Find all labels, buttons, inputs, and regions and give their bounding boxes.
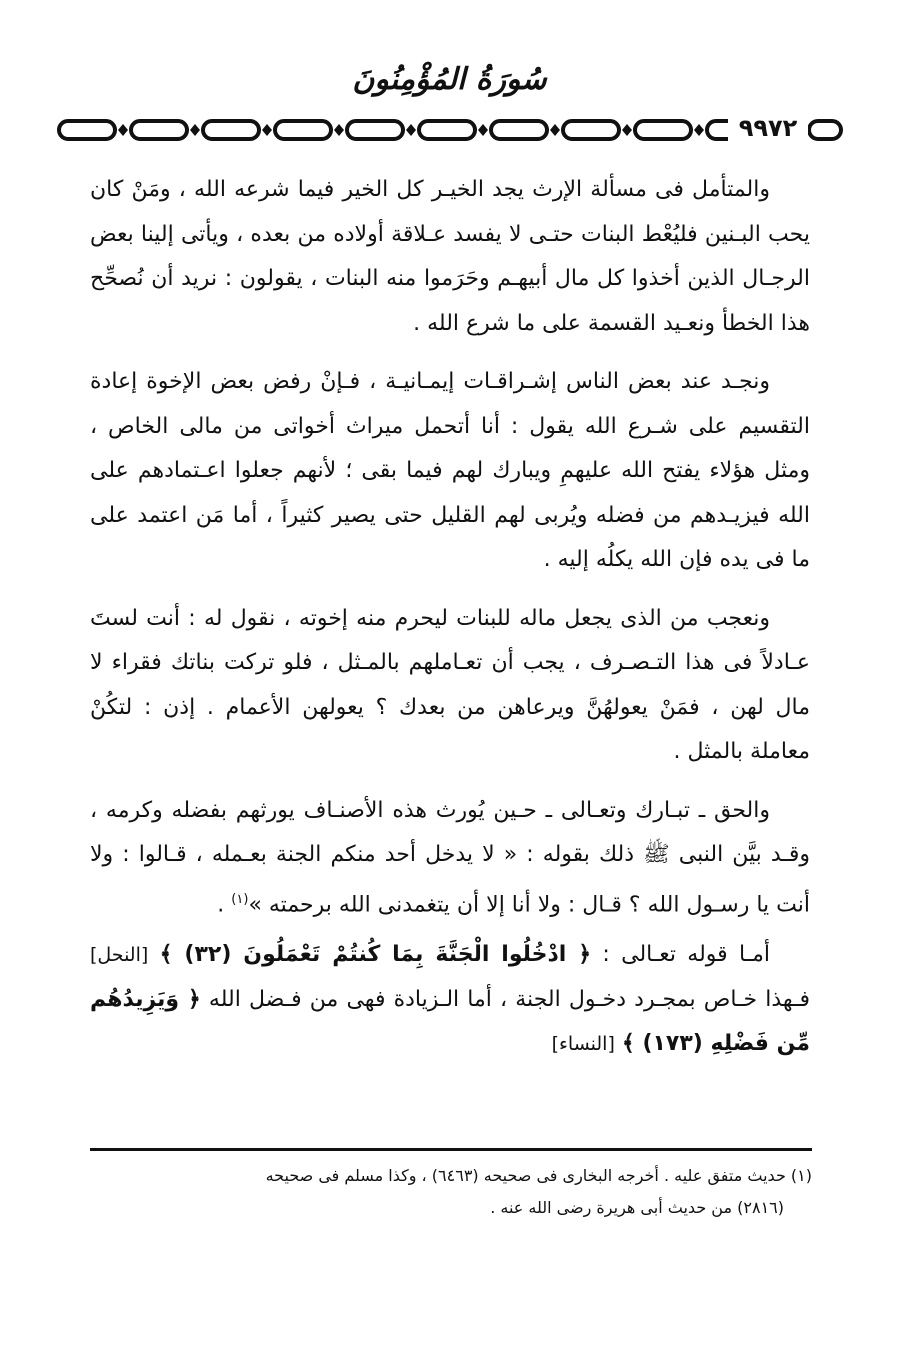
hadith-text: والحق ـ تبـارك وتعـالى ـ حـين يُورث هذه الأصنـاف يورثهم بفضله وكرمه ، وقـد بيَّن النبى ﷺ ذلك بقوله : « لا يدخل أحد منكم الجنة بعـمله ، قـالوا : ولا أنت يا رسـول الله ؟ قـال : ولا أنا إلا أن يتغمدنى الله برحمته » — [90, 797, 810, 917]
footnotes — [90, 1160, 812, 1224]
surah-ref-nisa: [النساء] — [551, 1033, 615, 1056]
surah-title: سُورَةُ المُؤْمِنُونَ — [352, 62, 547, 97]
body-text — [90, 168, 810, 1081]
page-number: ٩٩٧٢ — [728, 113, 808, 143]
quran-verse-nisa: ﴿ وَيَزِيدُهُم مِّن فَضْلِهِ (١٧٣) ﴾ — [90, 986, 810, 1057]
paragraph-daughters: ونعجب من الذى يجعل ماله للبنات ليحرم منه إخوته ، نقول له : أنت لستَ عـادلاً فى هذا التـصـرف ، يجب أن تعـاملهم بالمـثل ، فلو تركت بناتك فقراء لا مال لهن ، فمَنْ يعولهُنَّ ويرعاهن من بعدك ؟ يعولهن الأعمام . إذن : لتكُنْ معاملة بالمثل . — [90, 605, 810, 764]
decorative-header-band — [55, 115, 845, 145]
footnote-divider — [90, 1148, 812, 1151]
paragraph-brothers: ونجـد عند بعض الناس إشـراقـات إيمـانيـة ، فـإنْ رفض بعض الإخوة إعادة التقسيم على شـرع الله يقول : أنا أتحمل ميراث أخواتى من مالى الخاص ، ومثل هؤلاء يفتح الله عليهمِ ويبارك لهم فيما بقى ؛ لأنهم جعلوا اعـتمادهم على الله فيزيـدهم من فضله ويُربى لهم القليل حتى يصير كثيراً ، أما مَن اعتمد على ما فى يده فإن الله يكلُه إليه . — [90, 369, 810, 572]
footnote-1-line-1: (١) حديث متفق عليه . أخرجه البخارى فى صحيحه (٦٤٦٣) ، وكذا مسلم فى صحيحه — [265, 1166, 812, 1185]
paragraph-inheritance: والمتأمل فى مسألة الإرث يجد الخيـر كل الخير فيما شرعه الله ، ومَنْ كان يحب البـنين فليُعْط البنات حتـى لا يفسد عـلاقة أولاده من بعده ، ويأتى إلينا بعض الرجـال الذين أخذوا كل مال أبيهـم وحَرَموا منه البنات ، يقولون : نريد أن نُصحِّح هذا الخطأ ونعـيد القسمة على ما شرع الله . — [90, 177, 810, 336]
ornament-chain-icon — [55, 115, 845, 145]
footnote-1-line-2: (٢٨١٦) من حديث أبى هريرة رضى الله عنه . — [490, 1198, 784, 1217]
footnote-marker: (١) — [231, 891, 249, 907]
quran-verse-nahl: ﴿ ادْخُلُوا الْجَنَّةَ بِمَا كُنتُمْ تَعْمَلُونَ (٣٢) ﴾ — [159, 942, 592, 968]
verses-intro: أمـا قوله تعـالى : — [591, 942, 770, 968]
paragraph-verses — [90, 933, 810, 1067]
paragraph-hadith: والحق ـ تبـارك وتعـالى ـ حـين يُورث هذه الأصنـاف يورثهم بفضله وكرمه ، وقـد بيَّن النبى ﷺ ذلك بقوله : « لا يدخل أحد منكم الجنة بعـمله ، قـالوا : ولا أنت يا رسـول الله ؟ قـال : ولا أنا إلا أن يتغمدنى الله برحمته »$^{(١)}$ . — [90, 797, 810, 917]
verses-middle: فـهذا خـاص بمجـرد دخـول الجنة ، أما الـزيادة فهى من فـضل الله — [200, 986, 810, 1012]
surah-ref-nahl: [النحل] — [90, 944, 149, 967]
